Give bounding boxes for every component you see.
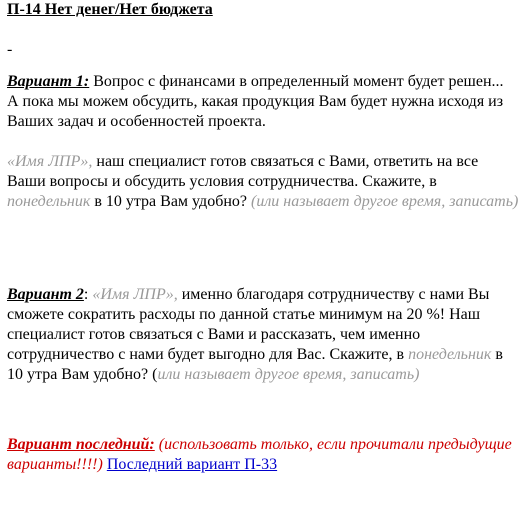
decision-maker-name-placeholder: «Имя ЛПР», [92, 286, 178, 303]
variant-1-text: Вопрос с финансами в определенный момент будет решен... А пока мы можем обсудить, какая продукция Вам будет нужна исходя из Ваших задач и особенностей проекта. [7, 73, 504, 130]
page-title: П-14 Нет денег/Нет бюджета [7, 1, 213, 18]
variant-2-label: Вариант 2 [7, 286, 84, 303]
day-placeholder: понедельник [408, 346, 492, 363]
variant-1-continuation-paragraph [7, 152, 519, 212]
decision-maker-name-placeholder: «Имя ЛПР», [7, 153, 93, 170]
variant-2-paragraph [7, 285, 519, 385]
variant-1-note: (или называет другое время, записать) [251, 193, 519, 210]
variant-last-note: (использовать только, если прочитали предыдущие варианты!!!!) [7, 436, 512, 473]
variant-2-text-2: в 10 утра Вам удобно? ( [7, 346, 503, 383]
variant-1-label: Вариант 1: [7, 73, 90, 90]
last-variant-link[interactable]: Последний вариант П-33 [106, 456, 278, 473]
day-placeholder: понедельник [7, 193, 91, 210]
variant-1-cont-text-2: в 10 утра Вам удобно? [90, 193, 251, 210]
variant-2-colon: : [83, 286, 93, 303]
variant-2-note: или называет другое время, записать) [157, 366, 420, 383]
variant-last-paragraph [7, 435, 519, 475]
variant-2-text-1: именно благодаря сотрудничеству с нами Вы сможете сократить расходы по данной статье минимум на 20 %! Наш специалист готов связаться с Вами и рассказать, чем именно сотрудничество с нами будет выгодно для Вас. Скажите, в [7, 286, 490, 363]
variant-1-paragraph [7, 72, 519, 132]
variant-last-label: Вариант последний: [7, 436, 155, 453]
variant-1-cont-text-1: наш специалист готов связаться с Вами, ответить на все Ваши вопросы и обсудить условия сотрудничества. Скажите, в [7, 153, 479, 190]
separator-dash: - [7, 41, 13, 58]
